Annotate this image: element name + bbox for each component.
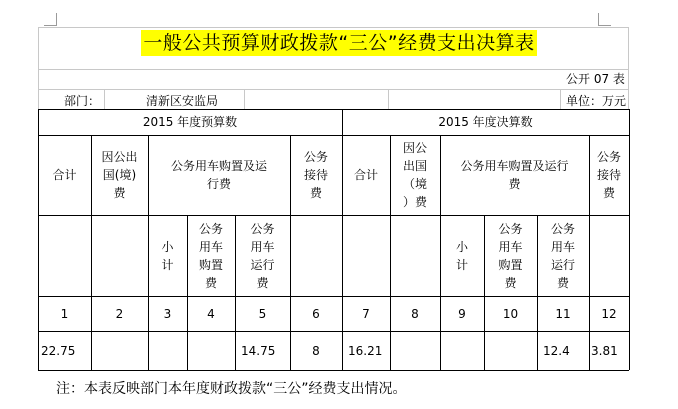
footnote: 注：本表反映部门本年度财政拨款“三公”经费支出情况。 (56, 381, 407, 397)
budget-vehicle-group-header: 公务用车购置及运 行费 (170, 159, 267, 191)
budget-abroad-header: 因公出 国(境) 费 (101, 150, 138, 200)
column-number: 12 (601, 306, 617, 321)
value-cell: 3.81 (591, 343, 618, 358)
column-number: 8 (411, 306, 419, 321)
column-number: 2 (115, 306, 124, 321)
value-cell (187, 331, 235, 370)
value-cell: 16.21 (348, 343, 383, 358)
table-border (629, 109, 630, 370)
column-number: 4 (207, 306, 215, 321)
budget-subtotal-header: 小 计 (161, 239, 174, 272)
dept-label: 部门： (64, 94, 101, 108)
column-number: 9 (458, 306, 466, 321)
column-number: 6 (312, 306, 320, 321)
budget-total-header: 合计 (52, 168, 77, 182)
column-number: 10 (502, 306, 519, 321)
guide-line (38, 27, 39, 109)
column-number: 7 (362, 306, 370, 321)
final-vehicle-group-header: 公务用车购置及运行 费 (460, 159, 569, 191)
value-cell (91, 331, 148, 370)
form-code: 公开 07 表 (566, 72, 625, 86)
budget-vehicle-operation-header: 公务 用车 运行 费 (250, 221, 275, 290)
budget-reception-header: 公务 接待 费 (303, 150, 328, 200)
value-cell (440, 331, 484, 370)
value-cell: 14.75 (241, 343, 276, 358)
value-cell (148, 331, 187, 370)
final-vehicle-purchase-header: 公务 用车 购置 费 (498, 221, 523, 290)
column-number: 1 (60, 306, 69, 321)
crop-mark-top-right (598, 13, 611, 26)
budget-header: 2015 年度预算数 (142, 115, 238, 129)
guide-line (628, 27, 629, 109)
column-number: 11 (555, 306, 571, 321)
table-border (38, 370, 629, 371)
guide-line (38, 27, 628, 28)
final-vehicle-operation-header: 公务 用车 运行 费 (550, 221, 575, 290)
table-title: 一般公共预算财政拨款“三公”经费支出决算表 (143, 32, 535, 54)
guide-line (38, 69, 628, 70)
guide-line (244, 89, 245, 109)
final-abroad-header: 因公 出国 （境 ）费 (402, 141, 427, 209)
column-number: 5 (258, 306, 267, 321)
value-cell: 12.4 (543, 343, 570, 358)
value-cell (484, 331, 537, 370)
final-total-header: 合计 (353, 168, 378, 182)
budget-vehicle-purchase-header: 公务 用车 购置 费 (198, 221, 223, 290)
value-cell (390, 331, 440, 370)
guide-line (388, 89, 389, 109)
value-cell: 22.75 (41, 343, 76, 358)
dept-name: 清新区安监局 (146, 94, 219, 108)
guide-line (560, 89, 561, 109)
final-header: 2015 年度决算数 (438, 115, 533, 129)
title-row (0, 30, 678, 56)
guide-line (104, 89, 105, 109)
crop-mark-top-left (44, 13, 57, 26)
value-cell: 8 (312, 343, 320, 358)
unit-label: 单位：万元 (566, 94, 627, 108)
column-number: 3 (163, 306, 172, 321)
final-reception-header: 公务 接待 费 (596, 150, 621, 200)
guide-line (38, 89, 628, 90)
final-subtotal-header: 小 计 (455, 239, 468, 272)
